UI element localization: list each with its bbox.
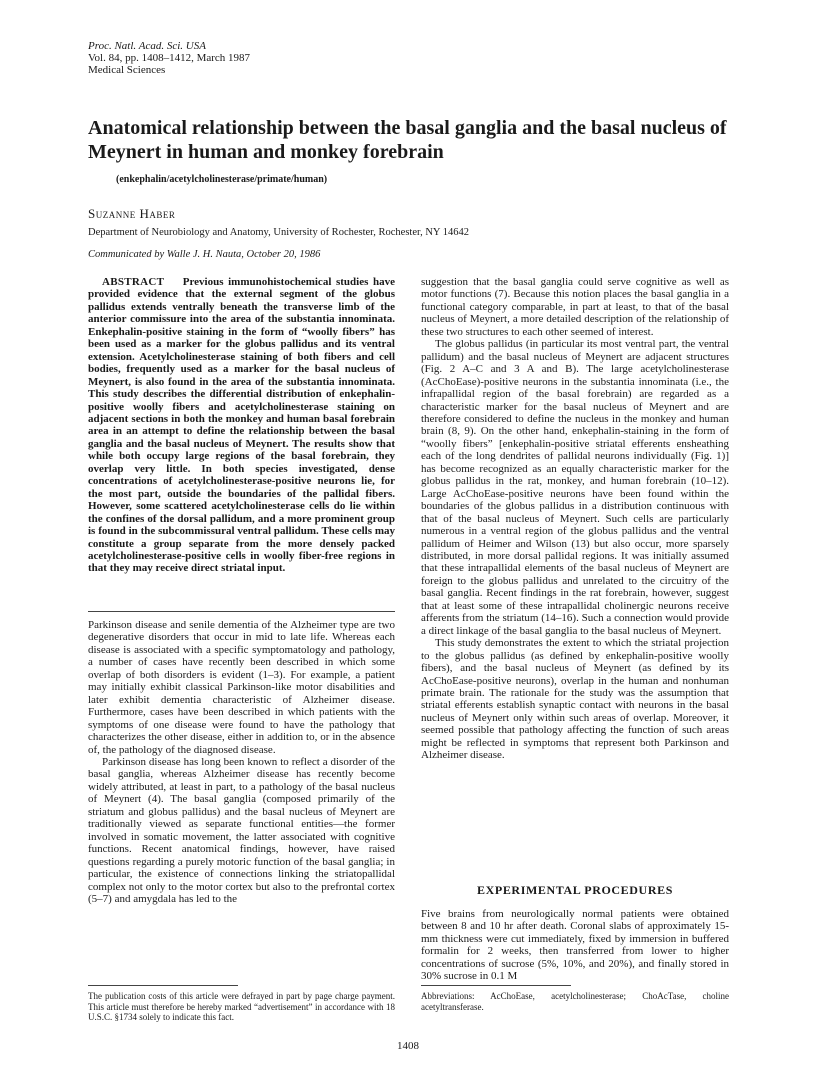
procedures-column	[421, 908, 729, 983]
keywords: (enkephalin/acetylcholinesterase/primate/human)	[116, 174, 328, 185]
abbreviations-divider	[421, 985, 571, 986]
author-name: Suzanne Haber	[88, 206, 176, 221]
intro-column	[88, 619, 395, 905]
abbreviations-footnote: Abbreviations: AcChoEase, acetylcholinesterase; ChoAcTase, choline acetyltransferase.	[421, 991, 729, 1012]
intro-paragraph: Parkinson disease and senile dementia of the Alzheimer type are two degenerative disorders that occur in mid to late life. Whereas each disease is associated with a specific symptomatology and pathology, a number of cases have recently been described in which some overlap of both disorders is evident (1–3). For example, a patient may initially exhibit classical Parkinson-like motor disabilities and later exhibit dementia characteristic of Alzheimer disease. Furthermore, cases have been described in which patients with the symptoms of one disease were found to have the pathology that characterizes the other disease, either in addition to, or in the absence of, the pathology of the diagnosed disease.	[88, 619, 395, 756]
journal-section: Medical Sciences	[88, 64, 166, 76]
footnote-divider	[88, 985, 238, 986]
affiliation: Department of Neurobiology and Anatomy, University of Rochester, Rochester, NY 14642	[88, 227, 469, 238]
abstract	[88, 276, 395, 575]
section-heading: EXPERIMENTAL PROCEDURES	[477, 883, 673, 897]
journal-header	[88, 40, 250, 76]
abstract-text: Previous immunohistochemical studies have provided evidence that the external segment of the globus pallidus extends ventrally beneath the transverse limb of the anterior commissure into the area of the substantia innominata. Enkephalin-positive staining in the form of “woolly fibers” has been used as a marker for the globus pallidus and its ventral extension. Acetylcholinesterase staining of both fibers and cell bodies, frequently used as a marker for the basal nucleus of Meynert, is also found in the area of the substantia innominata. This study describes the differential distribution of enkephalin-positive woolly fibers and acetylcholinesterase staining on adjacent sections in both the monkey and human basal forebrain area in an attempt to define the relationship between the basal ganglia and the basal nucleus of Meynert. The results show that while both occupy large regions of the basal forebrain, they overlap very little. In both species investigated, dense concentrations of acetylcholinesterase-positive neurons lie, for the most part, outside the boundaries of the pallidal fibers. However, some scattered acetylcholinesterase cells do lie within the confines of the dorsal pallidum, and a more prominent group is found in the subcommissural ventral pallidum. These cells may constitute a group separate from the more densely packed acetylcholinesterase-positive cells in woolly fiber-free regions in that they may receive direct striatal input.	[88, 276, 395, 575]
body-paragraph: The globus pallidus (in particular its most ventral part, the ventral pallidum) and the basal nucleus of Meynert are adjacent structures (Fig. 2 A–C and 3 A and B). The large acetylcholinesterase (AcChoEase)-positive neurons in the substantia innominata (i.e., the infrapallidal region of the basal forebrain) are regarded as a characteristic marker for the basal nucleus of Meynert and are therefore considered to define the nucleus in the monkey and human brain (8, 9). On the other hand, enkephalin-staining in the form of “woolly fibers” [enkephalin-positive striatal efferents ensheathing each of the long dendrites of pallidal neurons individually (Fig. 1)] has become recognized as an equally characteristic marker for the globus pallidus in the rat, monkey, and human forebrain (10–12). Large AcChoEase-positive neurons have been found within the boundaries of the globus pallidus in a distribution continuous with that of the basal nucleus of Meynert. Such cells are particularly numerous in a ventral region of the globus pallidus and the ventral pallidum of Heimer and Wilson (13) but also occur, more sparsely distributed, in more dorsal pallidal regions. It was initially assumed that these intrapallidal elements of the basal nucleus of Meynert are foreign to the globus pallidus and unrelated to the circuitry of the basal ganglia. Recent findings in the rat forebrain, however, suggest that at least some of these intrapallidal cholinergic neurons receive afferents from the striatum (14–16). Such a connection would provide a direct linkage of the basal ganglia to the basal nucleus of Meynert.	[421, 338, 729, 637]
publication-footnote: The publication costs of this article were defrayed in part by page charge payment. This article must therefore be hereby marked “advertisement” in accordance with 18 U.S.C. §1734 solely to indicate this fact.	[88, 991, 395, 1022]
body-paragraph: suggestion that the basal ganglia could serve cognitive as well as motor functions (7). Because this notion places the basal ganglia in a functional category comparable, in part at least, to that of the basal nucleus of Meynert, a more detailed description of the relationship of these two structures to each other seemed of interest.	[421, 276, 729, 338]
abstract-heading: ABSTRACT	[102, 276, 165, 288]
body-paragraph: This study demonstrates the extent to which the striatal projection to the globus pallidus (as defined by enkephalin-positive woolly fibers), and the basal nucleus of Meynert (as defined by its AcChoEase-positive neurons), overlap in the human and nonhuman primate brain. The rationale for the study was the assumption that striatal efferents establish synaptic contact with neurons in the basal nucleus of Meynert only within such areas of overlap. Moreover, it seemed possible that pathology affecting the function of such areas might be reflected in symptoms that represent both Parkinson and Alzheimer disease.	[421, 637, 729, 762]
communicated-by: Communicated by Walle J. H. Nauta, October 20, 1986	[88, 249, 321, 260]
procedures-paragraph: Five brains from neurologically normal patients were obtained between 8 and 10 hr after death. Coronal slabs of approximately 15-mm thickness were cut immediately, fixed by immersion in buffered formalin for 2 weeks, then transferred from lower to higher concentrations of sucrose (5%, 10%, and 20%), and finally stored in 30% sucrose in 0.1 M	[421, 908, 729, 983]
journal-volume: Vol. 84, pp. 1408–1412, March 1987	[88, 52, 251, 64]
journal-name: Proc. Natl. Acad. Sci. USA	[88, 40, 206, 52]
right-column	[421, 276, 729, 762]
page-number: 1408	[397, 1040, 419, 1052]
article-title: Anatomical relationship between the basal ganglia and the basal nucleus of Meynert in human and monkey forebrain	[88, 117, 727, 163]
intro-paragraph: Parkinson disease has long been known to reflect a disorder of the basal ganglia, whereas Alzheimer disease has recently become widely attributed, at least in part, to a pathology of the basal nucleus of Meynert (4). The basal ganglia (composed primarily of the striatum and globus pallidus) and the basal nucleus of Meynert are traditionally viewed as separate functional entities—the former involved in somatic movement, the latter associated with cognitive functions. Recent anatomical findings, however, have raised questions regarding a purely motoric function of the basal ganglia; in particular, the existence of connections linking the striatopallidal complex not only to the motor cortex but also to the prefrontal cortex (5–7) and amygdala has led to the	[88, 755, 395, 905]
abstract-divider	[88, 611, 395, 612]
